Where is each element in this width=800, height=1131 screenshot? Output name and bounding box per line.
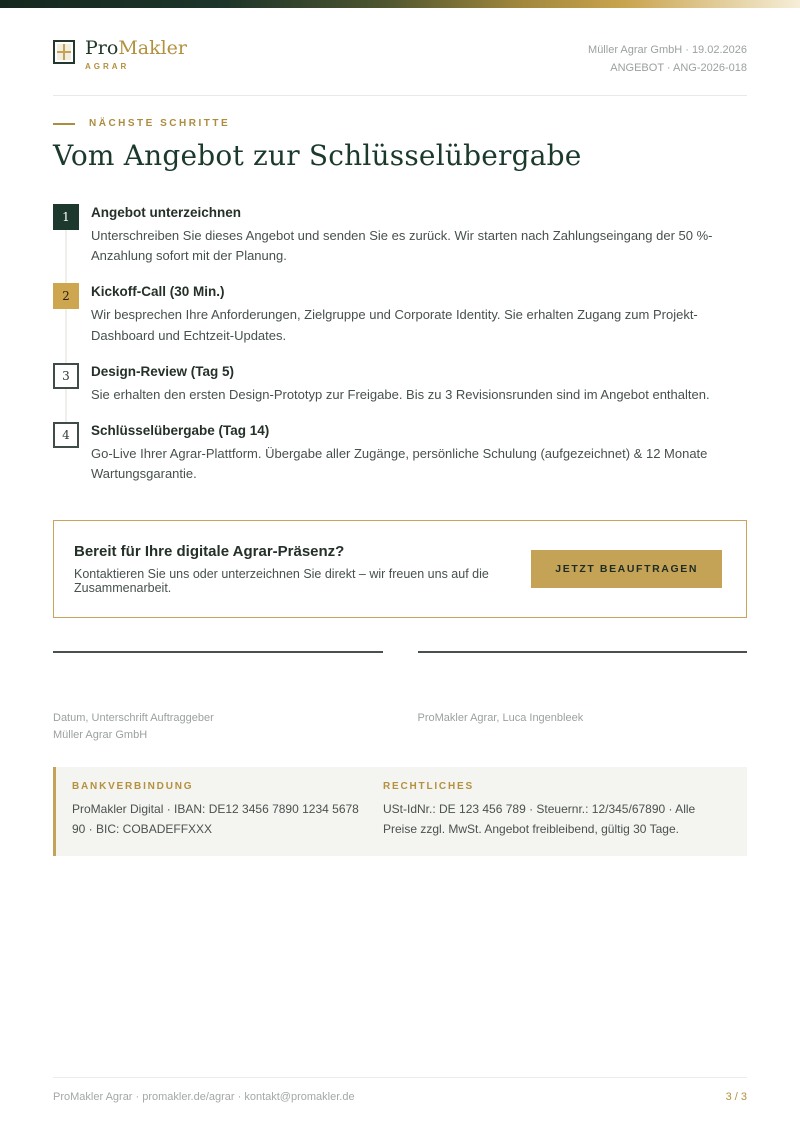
document-meta — [588, 38, 747, 77]
brand-tagline: AGRAR — [85, 61, 130, 71]
signature-section — [53, 651, 747, 743]
footer-contact: ProMakler Agrar · promakler.de/agrar · kontakt@promakler.de — [53, 1091, 355, 1103]
step-number-badge: 2 — [53, 283, 79, 309]
top-gradient-bar — [0, 0, 800, 8]
signature-field-provider[interactable] — [418, 651, 748, 743]
step-description: Unterschreiben Sie dieses Angebot und senden Sie es zurück. Wir starten nach Zahlungseingang der 50 %-Anzahlung sofort mit der Planung. — [91, 228, 713, 264]
bank-label: BANKVERBINDUNG — [72, 781, 194, 793]
step-description: Wir besprechen Ihre Anforderungen, Zielgruppe und Corporate Identity. Sie erhalten Zugang zum Projekt-Dashboard und Echtzeit-Updates. — [91, 307, 698, 343]
bank-legal-block — [53, 767, 747, 856]
page-title: Vom Angebot zur Schlüsselübergabe — [53, 139, 582, 173]
step-title: Schlüsselübergabe (Tag 14) — [91, 422, 270, 438]
step-item-1 — [53, 204, 747, 266]
header — [53, 8, 747, 96]
cta-box — [53, 520, 747, 618]
offer-number: ANGEBOT · ANG-2026-018 — [610, 61, 747, 74]
step-title: Angebot unterzeichnen — [91, 205, 242, 221]
page-number: 3 / 3 — [725, 1091, 747, 1103]
legal-label: RECHTLICHES — [383, 781, 474, 793]
cta-text: Kontaktieren Sie uns oder unterzeichnen Sie direkt – wir freuen uns auf die Zusammenarbeit. — [74, 567, 489, 596]
step-title: Design-Review (Tag 5) — [91, 363, 235, 379]
step-item-2 — [53, 283, 747, 345]
step-number-badge: 4 — [53, 422, 79, 448]
signature-label-provider: ProMakler Agrar, Luca Ingenbleek — [417, 712, 584, 725]
page-footer — [53, 1077, 747, 1103]
signature-company-client: Müller Agrar GmbH — [53, 728, 148, 741]
step-title: Kickoff-Call (30 Min.) — [91, 284, 225, 300]
legal-text: USt-IdNr.: DE 123 456 789 · Steuernr.: 12/345/67890 · Alle Preise zzgl. MwSt. Angebot freibleibend, gültig 30 Tage. — [383, 802, 696, 836]
signature-label-client: Datum, Unterschrift Auftraggeber — [53, 712, 214, 725]
brand-name: ProMakler — [85, 37, 188, 59]
client-and-date: Müller Agrar GmbH · 19.02.2026 — [588, 44, 747, 56]
legal-details — [383, 781, 731, 840]
step-description: Sie erhalten den ersten Design-Prototyp zur Freigabe. Bis zu 3 Revisionsrunden sind im Angebot enthalten. — [91, 386, 710, 402]
order-now-button[interactable]: JETZT BEAUFTRAGEN — [531, 550, 722, 588]
steps-list — [53, 204, 747, 484]
bank-details — [72, 781, 363, 840]
step-number-badge: 3 — [53, 363, 79, 389]
cta-heading: Bereit für Ihre digitale Agrar-Präsenz? — [74, 543, 345, 561]
bank-text: ProMakler Digital · IBAN: DE12 3456 7890 1234 5678 90 · BIC: COBADEFFXXX — [72, 802, 359, 836]
step-item-4 — [53, 422, 747, 484]
step-item-3 — [53, 363, 747, 405]
step-description: Go-Live Ihrer Agrar-Plattform. Übergabe aller Zugänge, persönliche Schulung (aufgezeichnet) & 12 Monate Wartungsgarantie. — [91, 445, 708, 482]
signature-field-client[interactable] — [53, 651, 383, 743]
window-logo-icon — [53, 40, 75, 64]
step-number-badge: 1 — [53, 204, 79, 230]
eyebrow-dash — [53, 123, 75, 125]
brand-logo — [53, 38, 187, 71]
section-eyebrow: NÄCHSTE SCHRITTE — [53, 118, 747, 129]
